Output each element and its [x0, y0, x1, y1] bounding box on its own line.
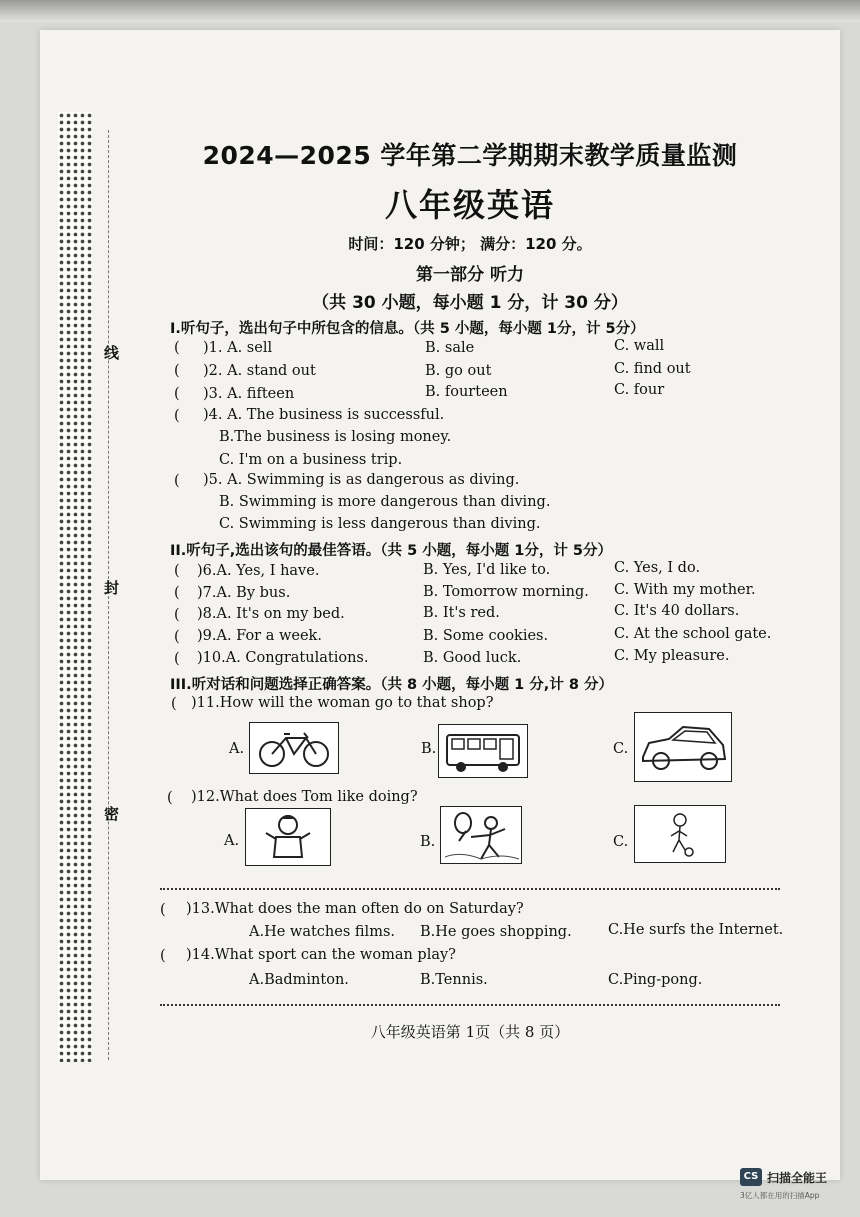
q3-a: )3. A. fifteen: [203, 386, 295, 402]
answer-paren: (: [174, 629, 180, 645]
scanner-top-edge: [0, 0, 860, 22]
tennis-picture: [440, 806, 522, 864]
q2-b: B. go out: [425, 363, 492, 379]
q4-c: C. I'm on a business trip.: [219, 452, 403, 468]
q11-opt-a: A.: [229, 741, 245, 757]
q11-stem: )11.How will the woman go to that shop?: [191, 695, 494, 711]
q1-b: B. sale: [425, 340, 475, 356]
q4-a: )4. A. The business is successful.: [203, 407, 445, 423]
binding-label-line: 线: [102, 345, 120, 360]
q12-opt-c: C.: [613, 834, 629, 850]
bus-picture: [438, 724, 528, 778]
binding-label-seal: 封: [102, 580, 120, 595]
q6-a: )6.A. Yes, I have.: [197, 563, 320, 579]
answer-paren: (: [174, 386, 180, 402]
section2-heading: II.听句子,选出该句的最佳答语。（共 5 小题，每小题 1分，计 5分）: [170, 543, 613, 559]
camscanner-logo-icon: CS: [740, 1168, 762, 1186]
q10-b: B. Good luck.: [423, 650, 522, 666]
q13-stem: )13.What does the man often do on Saturday?: [186, 901, 524, 917]
answer-paren: (: [160, 948, 166, 964]
page-footer: 八年级英语第 1页（共 8 页）: [370, 1023, 570, 1041]
bus-icon: [439, 725, 527, 777]
q9-a: )9.A. For a week.: [197, 628, 322, 644]
q5-a: )5. A. Swimming is as dangerous as diving.: [203, 472, 520, 488]
answer-paren: (: [167, 790, 173, 806]
part-note: （共 30 小题，每小题 1 分，计 30 分）: [312, 293, 628, 313]
boy-eating-icon: [246, 809, 330, 865]
q10-a: )10.A. Congratulations.: [197, 650, 369, 666]
q7-b: B. Tomorrow morning.: [423, 584, 589, 600]
answer-paren: (: [174, 585, 180, 601]
answer-paren: (: [174, 607, 180, 623]
answer-paren: (: [174, 363, 180, 379]
binding-label-secret: 密: [102, 806, 120, 821]
q5-c: C. Swimming is less dangerous than diving.: [219, 516, 541, 532]
q11-opt-b: B.: [421, 741, 437, 757]
q11-opt-c: C.: [613, 741, 629, 757]
q14-a: A.Badminton.: [249, 972, 349, 988]
q2-a: )2. A. stand out: [203, 363, 316, 379]
dotted-divider: [160, 888, 780, 890]
q7-c: C. With my mother.: [614, 582, 756, 598]
q14-c: C.Ping-pong.: [608, 972, 703, 988]
q1-a: )1. A. sell: [203, 340, 273, 356]
boy-picture: [245, 808, 331, 866]
bicycle-picture: [249, 722, 339, 774]
answer-paren: (: [174, 408, 180, 424]
bicycle-icon: [250, 723, 338, 773]
q5-b: B. Swimming is more dangerous than diving.: [219, 494, 551, 510]
q3-b: B. fourteen: [425, 384, 508, 400]
answer-paren: (: [171, 696, 177, 712]
binding-strip: [58, 112, 92, 1062]
q8-b: B. It's red.: [423, 605, 500, 621]
part-title: 第一部分 听力: [416, 265, 524, 285]
section3-heading: III.听对话和问题选择正确答案。（共 8 小题，每小题 1 分,计 8 分）: [170, 677, 614, 693]
answer-paren: (: [174, 473, 180, 489]
football-picture: [634, 805, 726, 863]
binding-line: [108, 130, 110, 1060]
answer-paren: (: [174, 651, 180, 667]
car-picture: [634, 712, 732, 782]
q4-b: B.The business is losing money.: [219, 429, 452, 445]
watermark-subtitle: 3亿人都在用的扫描App: [740, 1191, 820, 1200]
q9-c: C. At the school gate.: [614, 626, 772, 642]
q8-a: )8.A. It's on my bed.: [197, 606, 345, 622]
tennis-player-icon: [441, 807, 521, 863]
q9-b: B. Some cookies.: [423, 628, 549, 644]
q13-c: C.He surfs the Internet.: [608, 922, 784, 938]
q7-a: )7.A. By bus.: [197, 585, 291, 601]
q12-opt-b: B.: [420, 834, 436, 850]
q13-a: A.He watches films.: [249, 924, 395, 940]
q6-c: C. Yes, I do.: [614, 560, 701, 576]
q6-b: B. Yes, I'd like to.: [423, 562, 551, 578]
q10-c: C. My pleasure.: [614, 648, 730, 664]
dotted-divider: [160, 1004, 780, 1006]
car-icon: [635, 713, 731, 781]
boy-football-icon: [635, 806, 725, 862]
q14-stem: )14.What sport can the woman play?: [186, 947, 456, 963]
q12-stem: )12.What does Tom like doing?: [191, 789, 418, 805]
q8-c: C. It's 40 dollars.: [614, 603, 740, 619]
q12-opt-a: A.: [224, 833, 240, 849]
answer-paren: (: [160, 902, 166, 918]
time-score: 时间：120 分钟； 满分：120 分。: [348, 235, 592, 253]
section1-heading: I.听句子，选出句子中所包含的信息。（共 5 小题，每小题 1分，计 5分）: [170, 321, 645, 337]
watermark-name: 扫描全能王: [767, 1171, 828, 1185]
q13-b: B.He goes shopping.: [420, 924, 572, 940]
exam-title: 2024—2025 学年第二学期期末教学质量监测: [202, 141, 738, 170]
q1-c: C. wall: [614, 338, 665, 354]
q2-c: C. find out: [614, 361, 691, 377]
answer-paren: (: [174, 340, 180, 356]
q14-b: B.Tennis.: [420, 972, 488, 988]
answer-paren: (: [174, 563, 180, 579]
subject-title: 八年级英语: [384, 186, 555, 224]
q3-c: C. four: [614, 382, 665, 398]
